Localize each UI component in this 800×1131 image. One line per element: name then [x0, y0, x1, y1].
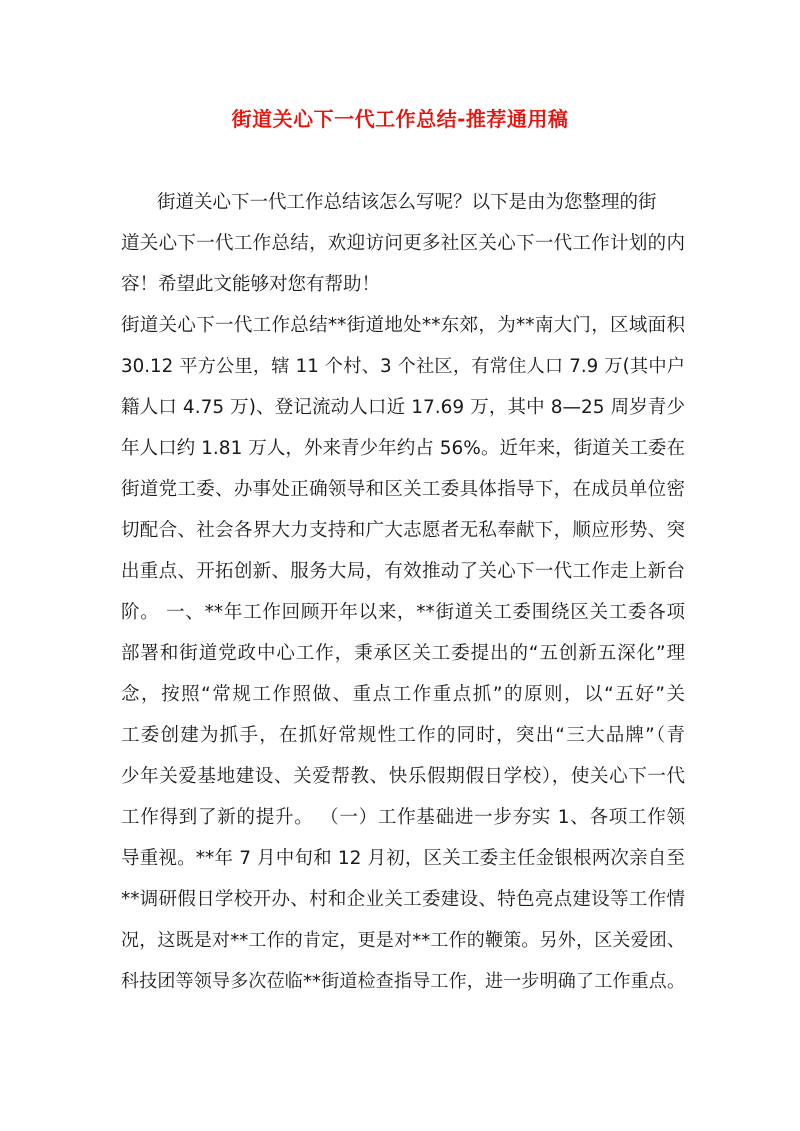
- paragraph-line: 容！希望此文能够对您有帮助！: [121, 274, 381, 295]
- paragraph-line: 科技团等领导多次莅临**街道检查指导工作，进一步明确了工作重点。: [121, 971, 685, 992]
- paragraph-line: **调研假日学校开办、村和企业关工委建设、特色亮点建设等工作情: [121, 889, 685, 910]
- paragraph-line: 况，这既是对**工作的肯定，更是对**工作的鞭策。另外，区关爱团、: [121, 930, 685, 951]
- paragraph-line: 道关心下一代工作总结，欢迎访问更多社区关心下一代工作计划的内: [121, 233, 685, 254]
- paragraph-line: 阶。 一、**年工作回顾开年以来，**街道关工委围绕区关工委各项: [121, 602, 685, 623]
- paragraph-line: 部署和街道党政中心工作，秉承区关工委提出的“五创新五深化”理: [121, 643, 685, 664]
- paragraph-line: 工作得到了新的提升。 （一）工作基础进一步夯实 1、各项工作领: [121, 807, 685, 828]
- paragraph-line: 街道党工委、办事处正确领导和区关工委具体指导下，在成员单位密: [121, 479, 685, 500]
- paragraph-line: 导重视。**年 7 月中旬和 12 月初，区关工委主任金银根两次亲自至: [121, 848, 685, 869]
- paragraph-line: 切配合、社会各界大力支持和广大志愿者无私奉献下，顺应形势、突: [121, 520, 685, 541]
- document-title: 街道关心下一代工作总结-推荐通用稿: [231, 107, 569, 131]
- paragraph-line: 籍人口 4.75 万)、登记流动人口近 17.69 万，其中 8—25 周岁青少: [121, 397, 685, 418]
- paragraph-line: 工委创建为抓手，在抓好常规性工作的同时，突出“三大品牌”（青: [121, 725, 685, 746]
- paragraph-line: 出重点、开拓创新、服务大局，有效推动了关心下一代工作走上新台: [121, 561, 685, 582]
- paragraph-line: 少年关爱基地建设、关爱帮教、快乐假期假日学校），使关心下一代: [121, 766, 685, 787]
- paragraph-line: 街道关心下一代工作总结该怎么写呢？以下是由为您整理的街: [157, 192, 657, 213]
- paragraph-line: 年人口约 1.81 万人，外来青少年约占 56%。近年来，街道关工委在: [121, 438, 685, 459]
- paragraph-line: 30.12 平方公里，辖 11 个村、3 个社区，有常住人口 7.9 万(其中户: [121, 356, 685, 377]
- paragraph-line: 街道关心下一代工作总结**街道地处**东郊，为**南大门，区域面积: [121, 315, 685, 336]
- paragraph-line: 念，按照“常规工作照做、重点工作重点抓”的原则，以“五好”关: [121, 684, 685, 705]
